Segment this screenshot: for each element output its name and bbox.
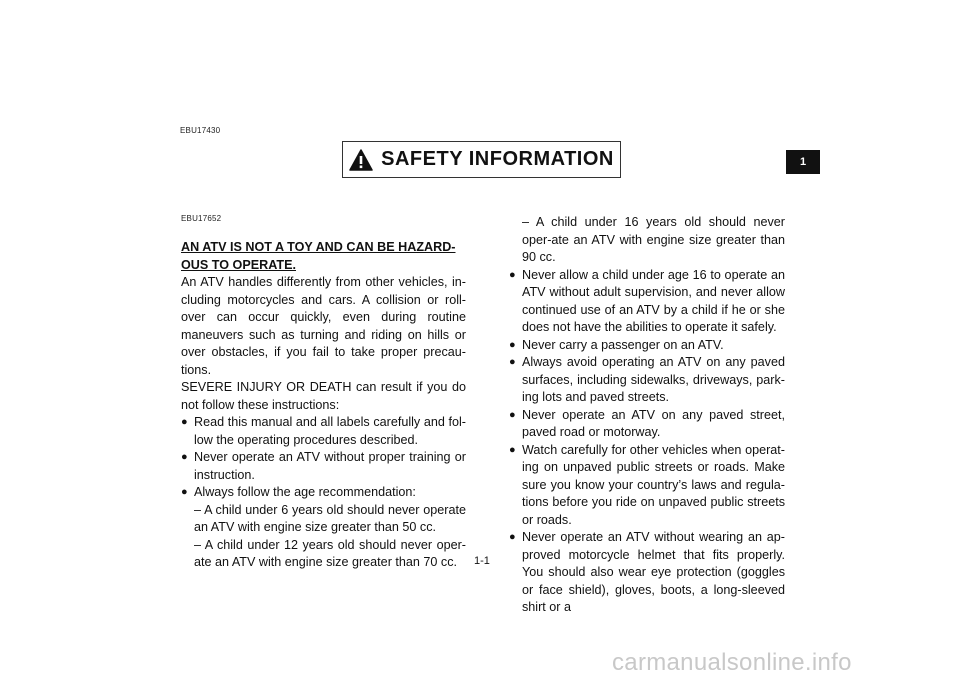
page-title: SAFETY INFORMATION: [381, 148, 614, 170]
list-item-text: Never allow a child under age 16 to operate an ATV without adult supervision, and never allow continued use of an ATV by a child if he or she does not have the abilities to operate it safely.: [522, 267, 785, 334]
age-sub-item: – A child under 16 years old should never oper-ate an ATV with engine size greater than 90 cc.: [522, 215, 785, 264]
section-heading: AN ATV IS NOT A TOY AND CAN BE HAZARD-OUS TO OPERATE.: [181, 240, 456, 272]
list-item: [509, 529, 785, 617]
bullet-icon: ●: [509, 408, 516, 421]
list-item: [509, 354, 785, 407]
list-item: [509, 442, 785, 530]
list-item: [181, 449, 466, 484]
warning-icon: [349, 149, 373, 171]
list-item-text: Read this manual and all labels carefully and fol-low the operating procedures described.: [194, 415, 466, 447]
document-code-section: EBU17652: [181, 214, 222, 223]
left-column: [181, 239, 466, 572]
safety-title-box: [342, 141, 621, 178]
document-code-top: EBU17430: [180, 126, 221, 135]
list-item-text: Always follow the age recommendation:: [194, 485, 416, 499]
right-column: [509, 214, 785, 617]
list-item-text: Never operate an ATV without wearing an ap-proved motorcycle helmet that fits properly. You should also wear eye protection (goggles or face shield), gloves, boots, a long-sleeved shirt or a: [522, 530, 785, 614]
list-item-text: Never carry a passenger on an ATV.: [522, 337, 724, 352]
bullet-icon: ●: [181, 416, 188, 428]
bullet-icon: ●: [509, 356, 516, 368]
list-item-text: Never operate an ATV without proper training or instruction.: [194, 450, 466, 482]
intro-paragraph: An ATV handles differently from other vehicles, in-cluding motorcycles and cars. A collision or roll-over can occur quickly, even during routine maneuvers such as turning and riding on hills or over obstacles, if you fail to take proper precau-tions.: [181, 275, 466, 377]
list-item: [509, 267, 785, 337]
bullet-icon: ●: [509, 443, 516, 456]
watermark: carmanualsonline.info: [612, 649, 852, 676]
list-item-text: Always avoid operating an ATV on any paved surfaces, including sidewalks, driveways, park-ing lots and paved streets.: [522, 355, 785, 404]
list-item: [181, 414, 466, 449]
bullet-icon: ●: [181, 451, 188, 463]
page-number: 1-1: [474, 555, 490, 567]
list-item: [509, 337, 785, 355]
list-item-text: Never operate an ATV on any paved street, paved road or motorway.: [522, 407, 785, 439]
age-sub-item: – A child under 12 years old should never oper-ate an ATV with engine size greater than 70 cc.: [194, 537, 466, 569]
list-item: [181, 484, 466, 502]
bullet-icon: ●: [509, 268, 516, 281]
bullet-icon: ●: [509, 531, 516, 543]
chapter-tab: 1: [786, 150, 820, 174]
list-item: [509, 407, 785, 442]
list-item-text: Watch carefully for other vehicles when operat-ing on unpaved public streets or roads. Make sure you know your country’s laws and regula-tions before you ride on unpaved public streets or roads.: [522, 442, 785, 527]
age-sub-item: – A child under 6 years old should never operate an ATV with engine size greater than 50 cc.: [194, 502, 466, 534]
bullet-icon: ●: [509, 338, 516, 351]
bullet-icon: ●: [181, 486, 188, 498]
warning-paragraph: SEVERE INJURY OR DEATH can result if you do not follow these instructions:: [181, 380, 466, 412]
